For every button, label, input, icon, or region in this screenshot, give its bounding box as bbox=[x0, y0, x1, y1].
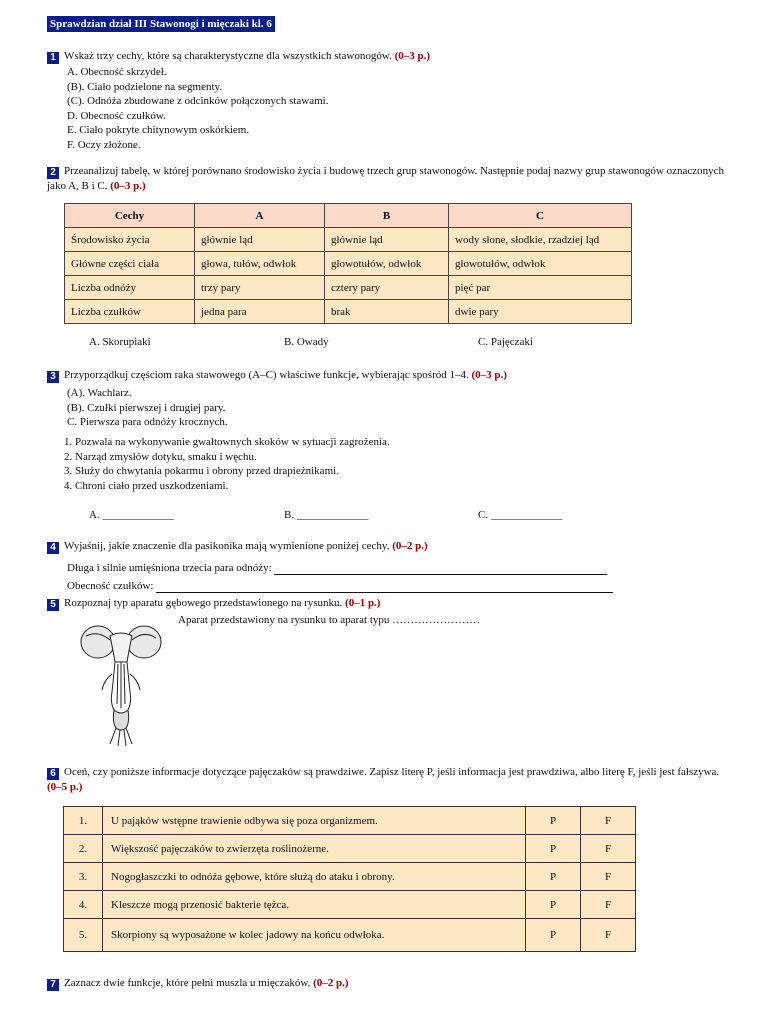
table-row bbox=[64, 835, 636, 863]
choice-p[interactable]: P bbox=[526, 919, 581, 952]
table-header-row bbox=[65, 204, 632, 228]
table-row bbox=[64, 807, 636, 835]
question-points: (0–2 p.) bbox=[392, 540, 428, 552]
question-7 bbox=[47, 976, 727, 991]
answer-a: A. Skorupiaki bbox=[89, 336, 151, 348]
statement: Większość pajęczaków to zwierzęta roślinożerne. bbox=[103, 835, 526, 863]
function-item: 4. Chroni ciało przed uszkodzeniami. bbox=[64, 479, 229, 492]
question-points: (0–3 p.) bbox=[471, 369, 507, 381]
question-number: 5 bbox=[47, 599, 59, 611]
table-row bbox=[64, 891, 636, 919]
question-text: Oceń, czy poniższe informacje dotyczące pajęczaków są prawdziwe. Zapisz literę P, jeśli informacja jest prawdziwa, albo literę F, jeśli jest fałszywa. bbox=[64, 766, 720, 778]
insect-mouthparts-drawing bbox=[78, 622, 164, 748]
table-cell: trzy pary bbox=[195, 276, 325, 300]
table-row bbox=[65, 300, 632, 324]
question-text: Zaznacz dwie funkcje, które pełni muszla u mięczaków. bbox=[64, 977, 311, 989]
page-title: Sprawdzian dział III Stawonogi i mięczaki kl. 6 bbox=[47, 16, 275, 32]
choice-f[interactable]: F bbox=[581, 891, 636, 919]
question-number: 3 bbox=[47, 371, 59, 383]
option: F. Oczy złożone. bbox=[67, 138, 141, 151]
table-cell: Środowisko życia bbox=[65, 228, 195, 252]
function-item: 2. Narząd zmysłów dotyku, smaku i węchu. bbox=[64, 450, 257, 463]
choice-p[interactable]: P bbox=[526, 863, 581, 891]
table-cell: głowotułów, odwłok bbox=[325, 252, 449, 276]
row-number: 4. bbox=[64, 891, 103, 919]
blank-b[interactable]: B. _____________ bbox=[284, 509, 369, 521]
option: (C). Odnóża zbudowane z odcinków połączonych stawami. bbox=[67, 95, 329, 107]
question-number: 4 bbox=[47, 542, 59, 554]
statement: Kleszcze mogą przenosić bakterie tężca. bbox=[103, 891, 526, 919]
table-cell: pięć par bbox=[449, 276, 632, 300]
q4-item-2 bbox=[67, 579, 613, 593]
choice-f[interactable]: F bbox=[581, 919, 636, 952]
table-cell: głównie ląd bbox=[325, 228, 449, 252]
question-5 bbox=[47, 596, 727, 611]
question-text: Wyjaśnij, jakie znaczenie dla pasikonika mają wymienione poniżej cechy. bbox=[64, 540, 390, 552]
blank-a[interactable]: A. _____________ bbox=[89, 509, 174, 521]
choice-f[interactable]: F bbox=[581, 863, 636, 891]
table-cell: Główne części ciała bbox=[65, 252, 195, 276]
table-cell: głównie ląd bbox=[195, 228, 325, 252]
table-header: B bbox=[325, 204, 449, 228]
question-points: (0–5 p.) bbox=[47, 781, 83, 793]
question-6 bbox=[47, 765, 727, 794]
table-row bbox=[64, 863, 636, 891]
fill-label: Długa i silnie umięśniona trzecia para odnóży: bbox=[67, 562, 272, 574]
table-cell: brak bbox=[325, 300, 449, 324]
statement: Nogogłaszczki to odnóża gębowe, które służą do ataku i obrony. bbox=[103, 863, 526, 891]
question-text: Przeanalizuj tabelę, w której porównano środowisko życia i budowę trzech grup stawonogów. Następnie podaj nazwy grup stawonogów oznaczonych jako A, B i C. bbox=[47, 165, 725, 192]
q3-parts bbox=[67, 386, 228, 430]
question-points: (0–1 p.) bbox=[345, 597, 381, 609]
table-cell: Liczba czułków bbox=[65, 300, 195, 324]
function-item: 3. Służy do chwytania pokarmu i obrony przed drapieżnikami. bbox=[64, 465, 339, 477]
part-item: (B). Czułki pierwszej i drugiej pary. bbox=[67, 401, 226, 414]
choice-f[interactable]: F bbox=[581, 835, 636, 863]
table-header: A bbox=[195, 204, 325, 228]
question-3 bbox=[47, 368, 727, 383]
answer-c: C. Pajęczaki bbox=[478, 336, 533, 348]
question-number: 1 bbox=[47, 52, 59, 64]
question-points: (0–2 p.) bbox=[313, 977, 349, 989]
row-number: 2. bbox=[64, 835, 103, 863]
table-row bbox=[65, 252, 632, 276]
function-item: 1. Pozwala na wykonywanie gwałtownych skoków w sytuacji zagrożenia. bbox=[64, 436, 390, 448]
statement: U pająków wstępne trawienie odbywa się poza organizmem. bbox=[103, 807, 526, 835]
table-row bbox=[65, 276, 632, 300]
question-number: 7 bbox=[47, 979, 59, 991]
q4-item-1 bbox=[67, 561, 607, 575]
answer-line[interactable] bbox=[274, 574, 607, 575]
table-row bbox=[64, 919, 636, 952]
answer-b: B. Owady bbox=[284, 336, 329, 348]
choice-p[interactable]: P bbox=[526, 891, 581, 919]
question-text: Przyporządkuj częściom raka stawowego (A–C) właściwe funkcje, wybierając spośród 1–4. bbox=[64, 369, 469, 381]
question-number: 6 bbox=[47, 768, 59, 780]
option: A. Obecność skrzydeł. bbox=[67, 66, 167, 78]
question-number: 2 bbox=[47, 167, 59, 179]
row-number: 1. bbox=[64, 807, 103, 835]
question-4 bbox=[47, 539, 727, 554]
statement: Skorpiony są wyposażone w kolec jadowy na końcu odwłoka. bbox=[103, 919, 526, 952]
question-2 bbox=[47, 164, 727, 193]
table-cell: Liczba odnóży bbox=[65, 276, 195, 300]
choice-f[interactable]: F bbox=[581, 807, 636, 835]
choice-p[interactable]: P bbox=[526, 835, 581, 863]
table-cell: głowotułów, odwłok bbox=[449, 252, 632, 276]
option: (B). Ciało podzielone na segmenty. bbox=[67, 80, 223, 93]
part-item: C. Pierwsza para odnóży krocznych. bbox=[67, 416, 228, 428]
row-number: 3. bbox=[64, 863, 103, 891]
option: D. Obecność czułków. bbox=[67, 109, 166, 122]
table-cell: cztery pary bbox=[325, 276, 449, 300]
table-cell: jedna para bbox=[195, 300, 325, 324]
question-text: Wskaż trzy cechy, które są charakterystyczne dla wszystkich stawonogów. bbox=[64, 50, 392, 62]
question-points: (0–3 p.) bbox=[110, 180, 146, 192]
q3-functions bbox=[64, 435, 390, 493]
table-header: Cechy bbox=[65, 204, 195, 228]
question-text: Rozpoznaj typ aparatu gębowego przedstawionego na rysunku. bbox=[64, 597, 343, 609]
true-false-table bbox=[63, 806, 636, 952]
blank-c[interactable]: C. _____________ bbox=[478, 509, 563, 521]
table-cell: wody słone, słodkie, rzadziej ląd bbox=[449, 228, 632, 252]
answer-line[interactable] bbox=[156, 592, 613, 593]
option: E. Ciało pokryte chitynowym oskórkiem. bbox=[67, 124, 250, 136]
part-item: (A). Wachlarz. bbox=[67, 387, 132, 399]
choice-p[interactable]: P bbox=[526, 807, 581, 835]
table-header: C bbox=[449, 204, 632, 228]
arthropod-comparison-table bbox=[64, 203, 632, 324]
q5-answer-line[interactable]: Aparat przedstawiony na rysunku to aparat typu …………………… bbox=[178, 614, 481, 626]
table-cell: dwie pary bbox=[449, 300, 632, 324]
table-cell: głowa, tułów, odwłok bbox=[195, 252, 325, 276]
table-row bbox=[65, 228, 632, 252]
question-points: (0–3 p.) bbox=[394, 50, 431, 62]
fill-label: Obecność czułków: bbox=[67, 580, 154, 592]
question-1 bbox=[47, 49, 727, 64]
q1-options bbox=[67, 65, 328, 152]
row-number: 5. bbox=[64, 919, 103, 952]
